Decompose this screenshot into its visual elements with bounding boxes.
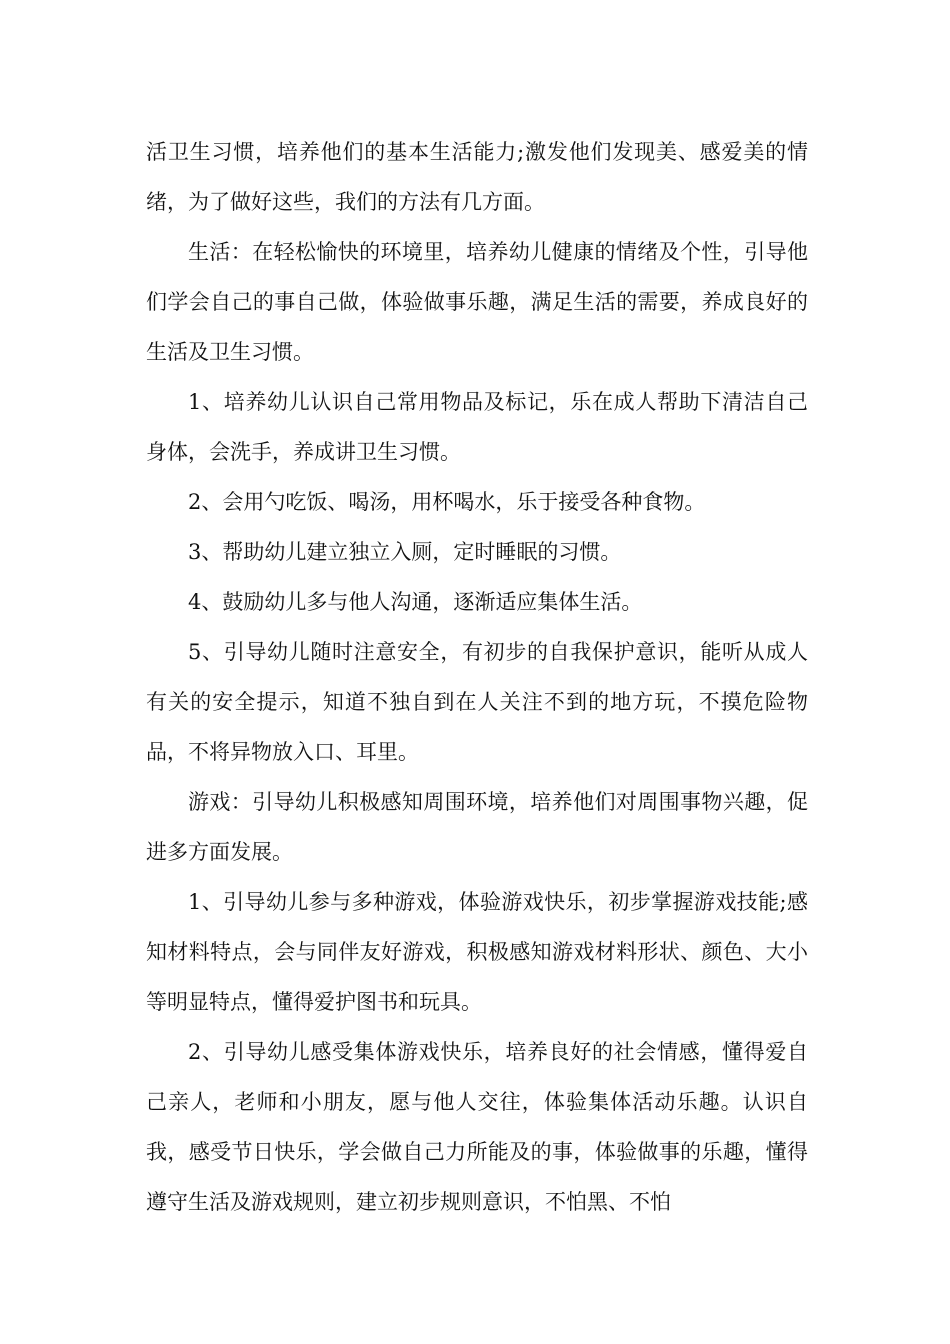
paragraph-game-item-1: 1、引导幼儿参与多种游戏，体验游戏快乐，初步掌握游戏技能;感知材料特点，会与同伴友好游戏，积极感知游戏材料形状、颜色、大小等明显特点，懂得爱护图书和玩具。 bbox=[146, 890, 808, 1014]
paragraph-life-item-1: 1、培养幼儿认识自己常用物品及标记，乐在成人帮助下清洁自己身体，会洗手，养成讲卫生习惯。 bbox=[146, 390, 808, 464]
paragraph-life-item-2: 2、会用勺吃饭、喝汤，用杯喝水，乐于接受各种食物。 bbox=[188, 490, 706, 514]
paragraph-life-item-4: 4、鼓励幼儿多与他人沟通，逐渐适应集体生活。 bbox=[188, 590, 643, 614]
paragraph-life-item-5: 5、引导幼儿随时注意安全，有初步的自我保护意识，能听从成人有关的安全提示，知道不独自到在人关注不到的地方玩，不摸危险物品，不将异物放入口、耳里。 bbox=[146, 640, 808, 764]
paragraph-game-section: 游戏：引导幼儿积极感知周围环境，培养他们对周围事物兴趣，促进多方面发展。 bbox=[146, 790, 808, 864]
paragraph-life-section: 生活：在轻松愉快的环境里，培养幼儿健康的情绪及个性，引导他们学会自己的事自己做，体验做事乐趣，满足生活的需要，养成良好的生活及卫生习惯。 bbox=[146, 240, 808, 364]
paragraph-life-item-3: 3、帮助幼儿建立独立入厕，定时睡眠的习惯。 bbox=[188, 540, 622, 564]
paragraph-game-item-2: 2、引导幼儿感受集体游戏快乐，培养良好的社会情感，懂得爱自己亲人，老师和小朋友，愿与他人交往，体验集体活动乐趣。认识自我，感受节日快乐，学会做自己力所能及的事，体验做事的乐趣，懂得遵守生活及游戏规则，建立初步规则意识，不怕黑、不怕 bbox=[146, 1040, 808, 1214]
paragraph-continuation: 活卫生习惯，培养他们的基本生活能力;激发他们发现美、感爱美的情绪，为了做好这些，我们的方法有几方面。 bbox=[146, 140, 808, 214]
document-body bbox=[146, 127, 808, 1227]
